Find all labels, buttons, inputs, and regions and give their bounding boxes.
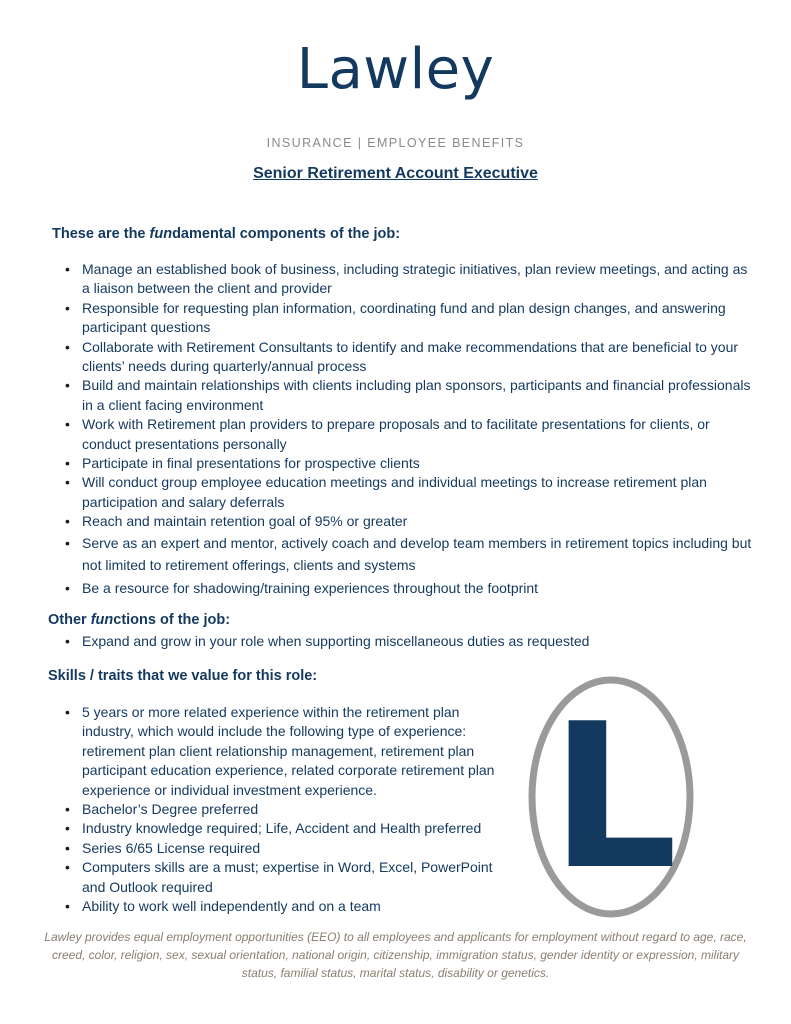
list-item: • Series 6/65 License required [62,839,502,858]
list-item: • Collaborate with Retirement Consultants to identify and make recommendations that are beneficial to your clients’ needs during quarterly/annual process [62,338,757,377]
skills-heading: Skills / traits that we value for this role: [48,668,318,684]
list-item: • Work with Retirement plan providers to prepare proposals and to facilitate presentations for clients, or conduct presentations personally [62,415,757,454]
other-functions-heading: Other functions of the job: [48,612,231,628]
list-item: • Bachelor’s Degree preferred [62,800,502,819]
logo-letter: L [550,681,678,914]
list-item: • Serve as an expert and mentor, actively coach and develop team members in retirement topics including but not limited to retirement offerings, clients and systems [62,532,757,576]
eeo-statement: Lawley provides equal employment opportunities (EEO) to all employees and applicants for employment without regard to age, race, creed, color, religion, sex, sexual orientation, national origin, citizenship, immigration status, gender identity or expression, military status, familial status, marital status, disability or genetics. [44,930,747,980]
list-item: • 5 years or more related experience within the retirement plan industry, which would include the following type of experience: retirement plan client relationship management, retirement plan participant education experience, related corporate retirement plan experience or individual investment experience. [62,703,502,800]
lawley-l-logo-icon [526,674,696,920]
list-item: • Will conduct group employee education meetings and individual meetings to increase retirement plan participation and salary deferrals [62,473,757,512]
company-logo [0,37,791,102]
list-item: • Computers skills are a must; expertise in Word, Excel, PowerPoint and Outlook required [62,858,502,897]
list-item: • Be a resource for shadowing/training experiences throughout the footprint [62,579,757,598]
list-item: • Manage an established book of business, including strategic initiatives, plan review meetings, and acting as a liaison between the client and provider [62,260,757,299]
fundamental-list [62,260,757,598]
other-functions-list [62,632,757,651]
list-item: • Participate in final presentations for prospective clients [62,454,757,473]
fundamental-heading: These are the fundamental components of the job: [52,226,401,242]
job-title: Senior Retirement Account Executive [253,165,538,182]
list-item: • Build and maintain relationships with clients including plan sponsors, participants and financial professionals in a client facing environment [62,376,757,415]
skills-list [62,703,502,916]
list-item: • Reach and maintain retention goal of 95% or greater [62,512,757,531]
logo-wordmark: Lawley [296,37,495,102]
list-item: • Industry knowledge required; Life, Accident and Health preferred [62,819,502,838]
logo-tagline: INSURANCE | EMPLOYEE BENEFITS [266,136,525,150]
list-item: • Ability to work well independently and on a team [62,897,502,916]
list-item: • Responsible for requesting plan information, coordinating fund and plan design changes, and answering participant questions [62,299,757,338]
list-item: • Expand and grow in your role when supporting miscellaneous duties as requested [62,632,757,651]
